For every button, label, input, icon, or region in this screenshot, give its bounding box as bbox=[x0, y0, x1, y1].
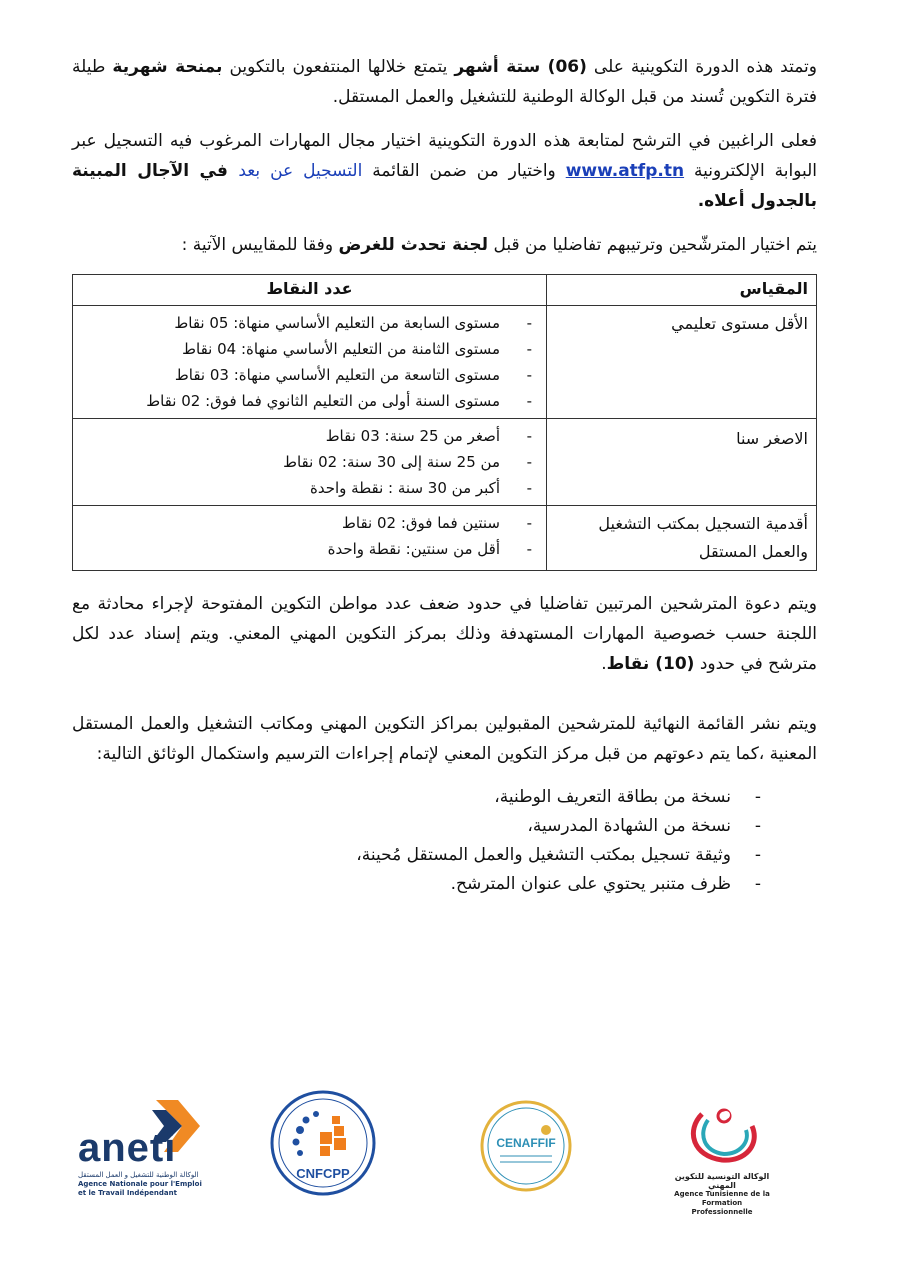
list-item: - من 25 سنة إلى 30 سنة: 02 نقاط bbox=[81, 449, 532, 475]
atfp-caption-ar: الوكالة التونسية للتكوين المهني bbox=[674, 1172, 770, 1190]
cnfcpp-wordmark: CNFCPP bbox=[296, 1166, 350, 1181]
header-points: عدد النقاط bbox=[73, 275, 547, 306]
text: فعلى الراغبين في الترشح لمتابعة هذه الدورة التكوينية اختيار مجال المهارات المرغوب فيه التسجيل عبر البوابة الإلكترونية bbox=[72, 131, 818, 181]
paragraph-registration bbox=[72, 126, 817, 216]
criterion-cell: الأقل مستوى تعليمي bbox=[547, 306, 817, 419]
text: . bbox=[601, 654, 607, 674]
list-item: - أكبر من 30 سنة : نقطة واحدة bbox=[81, 475, 532, 501]
cenaffif-wordmark: CENAFFIF bbox=[496, 1136, 556, 1150]
list-item: - سنتين فما فوق: 02 نقاط bbox=[81, 510, 532, 536]
portal-link[interactable]: www.atfp.tn bbox=[565, 161, 685, 181]
duration-bold: (06) ستة أشهر bbox=[454, 57, 587, 77]
list-item: - أقل من سنتين: نقطة واحدة bbox=[81, 536, 532, 562]
cenaffif-logo bbox=[480, 1100, 572, 1192]
points-list bbox=[81, 423, 538, 501]
text: ويتم دعوة المترشحين المرتبين تفاضليا في حدود ضعف عدد مواطن التكوين المفتوحة لإجراء محادثة مع اللجنة حسب خصوصية المهارات المستهدفة وذلك بمركز التكوين المهني المعني. ويتم إسناد عدد لكل مترشح في حدود bbox=[72, 594, 817, 674]
list-item: - مستوى السنة أولى من التعليم الثانوي فما فوق: 02 نقاط bbox=[81, 388, 532, 414]
aneti-caption-ar: الوكالة الوطنية للتشغيل و العمل المستقل bbox=[78, 1171, 199, 1179]
criterion-cell: الاصغر سنا bbox=[547, 419, 817, 506]
atfp-caption-fr1: Agence Tunisienne de la Formation bbox=[674, 1190, 770, 1207]
paragraph-training-duration bbox=[72, 52, 817, 112]
list-item: - نسخة من الشهادة المدرسية، bbox=[72, 812, 761, 841]
header-criteria: المقياس bbox=[547, 275, 817, 306]
grant-bold: بمنحة شهرية bbox=[112, 57, 223, 77]
points-cell bbox=[73, 419, 547, 506]
paragraph-selection bbox=[72, 230, 817, 260]
partner-logos bbox=[0, 1090, 905, 1220]
criterion-cell: أقدمية التسجيل بمكتب التشغيل والعمل المستقل bbox=[547, 506, 817, 571]
aneti-wordmark: aneti bbox=[78, 1126, 177, 1170]
paragraph-final-list: ويتم نشر القائمة النهائية للمترشحين المقبولين بمراكز التكوين المهني ومكاتب التشغيل والعمل المستقل المعنية ،كما يتم دعوتهم من قبل مركز التكوين المعني لإتمام إجراءات الترسيم واستكمال الوثائق التالية: bbox=[72, 714, 817, 764]
list-item: - مستوى الثامنة من التعليم الأساسي منهاة: 04 نقاط bbox=[81, 336, 532, 362]
list-item: - وثيقة تسجيل بمكتب التشغيل والعمل المستقل مُحينة، bbox=[72, 841, 761, 870]
atfp-logo bbox=[672, 1104, 772, 1217]
points-list bbox=[81, 510, 538, 562]
atfp-caption-fr2: Professionnelle bbox=[691, 1208, 753, 1216]
atfp-emblem-icon bbox=[672, 1104, 772, 1168]
aneti-caption-fr2: et le Travail Indépendant bbox=[78, 1189, 177, 1197]
deadline-bold: في الآجال المبينة بالجدول أعلاه. bbox=[72, 161, 817, 211]
points-cell bbox=[73, 306, 547, 419]
text: يتمتع خلالها المنتفعون بالتكوين bbox=[222, 57, 455, 77]
committee-bold: لجنة تحدث للغرض bbox=[338, 235, 489, 255]
list-item: - أصغر من 25 سنة: 03 نقاط bbox=[81, 423, 532, 449]
table-row bbox=[73, 506, 817, 571]
table-row bbox=[73, 306, 817, 419]
points-list bbox=[81, 310, 538, 414]
points-cell bbox=[73, 506, 547, 571]
criteria-table bbox=[72, 274, 817, 571]
points-bold: (10) نقاط bbox=[606, 654, 695, 674]
text: وفقا للمقاييس الآتية : bbox=[181, 235, 339, 255]
text: وتمتد هذه الدورة التكوينية على bbox=[586, 57, 817, 77]
text: طيلة فترة التكوين تُسند من قبل الوكالة الوطنية للتشغيل والعمل المستقل. bbox=[72, 57, 817, 107]
paragraph-interview bbox=[72, 589, 817, 679]
aneti-logo bbox=[78, 1096, 208, 1198]
table-row bbox=[73, 419, 817, 506]
cnfcpp-logo bbox=[270, 1090, 376, 1196]
remote-registration-text: التسجيل عن بعد bbox=[238, 161, 363, 181]
text: يتم اختيار المترشّحين وترتيبهم تفاضليا من قبل bbox=[488, 235, 817, 255]
list-item: - ظرف متنبر يحتوي على عنوان المترشح. bbox=[72, 870, 761, 899]
table-header-row bbox=[73, 275, 817, 306]
list-item: - نسخة من بطاقة التعريف الوطنية، bbox=[72, 783, 761, 812]
aneti-caption-fr1: Agence Nationale pour l'Emploi bbox=[78, 1180, 202, 1188]
list-item: - مستوى التاسعة من التعليم الأساسي منهاة: 03 نقاط bbox=[81, 362, 532, 388]
text: واختيار من ضمن القائمة bbox=[362, 161, 566, 181]
list-item: - مستوى السابعة من التعليم الأساسي منهاة: 05 نقاط bbox=[81, 310, 532, 336]
documents-list bbox=[72, 783, 817, 899]
